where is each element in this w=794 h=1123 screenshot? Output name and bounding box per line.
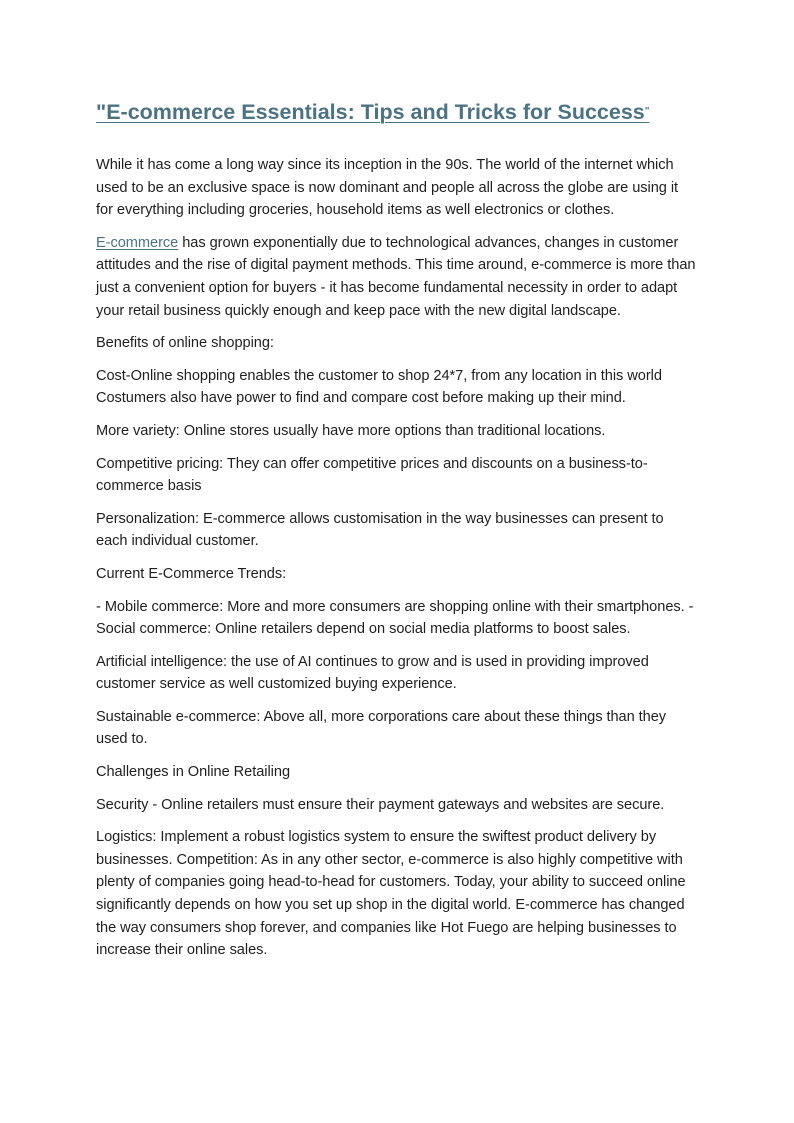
document-title: [96, 96, 698, 128]
intro-paragraph: While it has come a long way since its inception in the 90s. The world of the internet which used to be an exclusive space is now dominant and people all across the globe are using it for everything including groceries, household items as well electronics or clothes.: [96, 157, 679, 219]
ecommerce-link[interactable]: E-commerce: [96, 234, 179, 251]
document-page: [96, 96, 698, 972]
challenges-heading: Challenges in Online Retailing: [96, 764, 291, 781]
benefits-heading: Benefits of online shopping:: [96, 335, 274, 352]
growth-paragraph: [96, 232, 698, 322]
benefit-cost-paragraph: Cost-Online shopping enables the customer to shop 24*7, from any location in this world Costumers also have power to find and compare cost before making up their mind.: [96, 367, 662, 407]
benefit-pricing-paragraph: Competitive pricing: They can offer competitive prices and discounts on a business-to-commerce basis: [96, 455, 648, 495]
trend-sustainable-paragraph: Sustainable e-commerce: Above all, more corporations care about these things than they used to.: [96, 708, 667, 748]
growth-text: has grown exponentially due to technological advances, changes in customer attitudes and the rise of digital payment methods. This time around, e-commerce is more than just a convenient option for buyers - it has become fundamental necessity in order to adapt your retail business quickly enough and keep pace with the new digital landscape.: [96, 234, 696, 319]
benefit-variety-paragraph: More variety: Online stores usually have more options than traditional locations.: [96, 422, 606, 439]
challenge-logistics-paragraph: Logistics: Implement a robust logistics system to ensure the swiftest product delivery by businesses. Competition: As in any other sector, e-commerce is also highly competitive with plenty of companies going head-to-head for customers. Today, your ability to succeed online significantly depends on how you set up shop in the digital world. E-commerce has changed the way consumers shop forever, and companies like Hot Fuego are helping businesses to increase their online sales.: [96, 829, 686, 959]
challenge-security-paragraph: Security - Online retailers must ensure their payment gateways and websites are secure.: [96, 796, 665, 813]
benefit-personalization-paragraph: Personalization: E-commerce allows customisation in the way businesses can present to each individual customer.: [96, 510, 664, 550]
trend-mobile-social-paragraph: - Mobile commerce: More and more consumers are shopping online with their smartphones. - Social commerce: Online retailers depend on social media platforms to boost sales.: [96, 598, 694, 638]
title-closing-quote: ": [644, 106, 650, 117]
trend-ai-paragraph: Artificial intelligence: the use of AI continues to grow and is used in providing improved customer service as well customized buying experience.: [96, 653, 649, 693]
title-text: "E-commerce Essentials: Tips and Tricks for Success: [96, 100, 645, 124]
trends-heading: Current E-Commerce Trends:: [96, 565, 287, 582]
